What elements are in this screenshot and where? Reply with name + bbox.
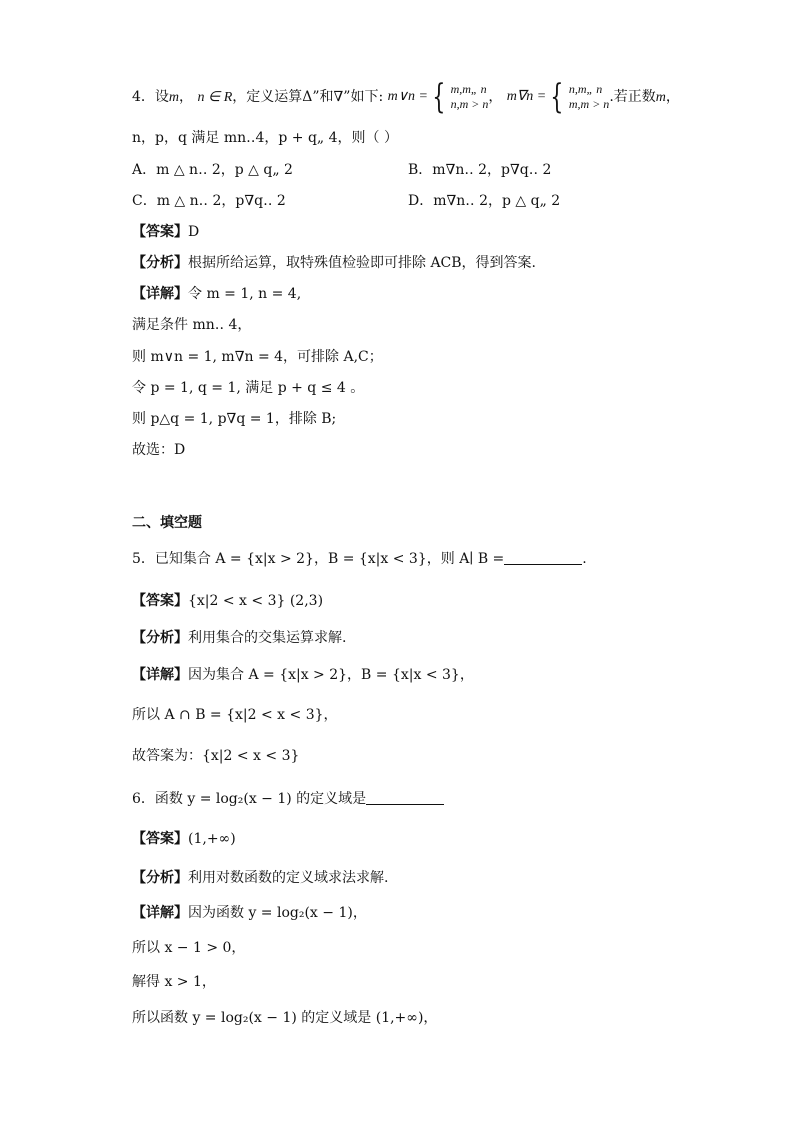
q4-option-d: D．m∇n‥ 2，p △ q„ 2 [408, 193, 561, 209]
analysis-tag: 【分析】 [132, 255, 188, 271]
q4-op2-def [506, 77, 610, 117]
detail-tag: 【详解】 [132, 286, 188, 302]
q4-detail-3: 则 m∨n = 1, m∇n = 4，可排除 A,C； [132, 349, 383, 365]
q4-op1-case1: m,m„ n [450, 82, 487, 96]
q4-op1-lhs: m∨n = [387, 89, 428, 104]
left-brace-icon: { [550, 77, 564, 117]
q4-option-b: B．m∇n‥ 2，p∇q‥ 2 [408, 162, 552, 178]
q4-detail-2: 满足条件 mn‥ 4， [132, 317, 252, 333]
q5-detail-1 [132, 665, 474, 685]
q5-answer [132, 591, 323, 611]
q4-op2-lhs: m∇n = [506, 89, 547, 104]
q6-answer-value: (1,+∞) [188, 831, 236, 847]
q4-detail-1 [132, 284, 301, 304]
q4-op2-case2: m,m > n [568, 97, 610, 111]
q5-analysis [132, 628, 346, 648]
q6-detail-text-1: 因为函数 y = log₂(x − 1)， [188, 905, 367, 921]
q6-stem [132, 789, 444, 809]
q4-analysis-text: 根据所给运算，取特殊值检验即可排除 ACB，得到答案. [188, 255, 537, 271]
q5-detail-2: 所以 A ∩ B = {x|2 < x < 3}， [132, 707, 338, 723]
q4-option-a: A．m △ n‥ 2，p △ q„ 2 [132, 162, 293, 178]
answer-tag: 【答案】 [132, 831, 188, 847]
q5-detail-3: 故答案为：{x|2 < x < 3} [132, 748, 300, 764]
q4-sep2: ， [488, 89, 503, 105]
q4-sep: ， [179, 89, 194, 105]
q6-analysis-text: 利用对数函数的定义域求法求解. [188, 870, 389, 886]
detail-tag: 【详解】 [132, 905, 188, 921]
q4-answer-value: D [188, 224, 200, 240]
answer-tag: 【答案】 [132, 224, 188, 240]
q5-answer-blank [504, 550, 582, 565]
q4-stem-line1 [132, 77, 680, 117]
answer-tag: 【答案】 [132, 593, 188, 609]
section-heading: 二、填空题 [132, 515, 202, 531]
q4-detail-5: 则 p△q = 1, p∇q = 1，排除 B; [132, 411, 337, 427]
q6-analysis [132, 868, 388, 888]
q4-op1-cases [451, 82, 489, 112]
q4-label: 4．设 [132, 89, 169, 105]
q4-detail-6: 故选：D [132, 442, 186, 458]
q5-stem-text: 5．已知集合 A = {x|x > 2}，B = {x|x < 3}，则 A∣ B = [132, 551, 505, 567]
q4-analysis [132, 253, 536, 273]
q4-option-c: C．m △ n‥ 2，p∇q‥ 2 [132, 193, 286, 209]
q6-detail-2: 所以 x − 1 > 0， [132, 940, 246, 956]
q5-answer-value: {x|2 < x < 3} (2,3) [188, 593, 324, 609]
q4-op2-cases [569, 82, 609, 112]
q4-detail-4: 令 p = 1, q = 1, 满足 p + q ≤ 4 。 [132, 380, 365, 396]
q5-stem-end: . [582, 551, 587, 567]
analysis-tag: 【分析】 [132, 870, 188, 886]
q4-op1-def [387, 77, 489, 117]
q4-define-text: ，定义运算Δ”和∇”如下: [232, 89, 384, 105]
q4-answer [132, 222, 199, 242]
q5-stem [132, 549, 587, 569]
q4-op2-case1: n,m„ n [568, 82, 603, 96]
q6-detail-1 [132, 903, 367, 923]
q5-analysis-text: 利用集合的交集运算求解. [188, 630, 347, 646]
q6-answer-blank [366, 790, 444, 805]
q4-op1-case2: n,m > n [450, 97, 489, 111]
q4-n-in-r: n ∈ R [197, 90, 233, 105]
q5-detail-text-1: 因为集合 A = {x|x > 2}，B = {x|x < 3}， [188, 667, 474, 683]
q4-sep3: ， [665, 89, 680, 105]
q4-detail-text-1: 令 m = 1, n = 4, [188, 286, 302, 302]
q6-detail-3: 解得 x > 1， [132, 974, 216, 990]
detail-tag: 【详解】 [132, 667, 188, 683]
q6-detail-4: 所以函数 y = log₂(x − 1) 的定义域是 (1,+∞)， [132, 1010, 438, 1026]
analysis-tag: 【分析】 [132, 630, 188, 646]
q4-positive-text: .若正数 [609, 89, 656, 105]
q4-var-m2: m [655, 90, 666, 105]
q4-var-m: m [168, 90, 180, 105]
left-brace-icon: { [432, 77, 446, 117]
q6-stem-text: 6．函数 y = log₂(x − 1) 的定义域是 [132, 791, 367, 807]
q4-stem-line2: n，p，q 满足 mn‥4，p + q„ 4，则（ ） [132, 130, 398, 146]
q6-answer [132, 829, 236, 849]
